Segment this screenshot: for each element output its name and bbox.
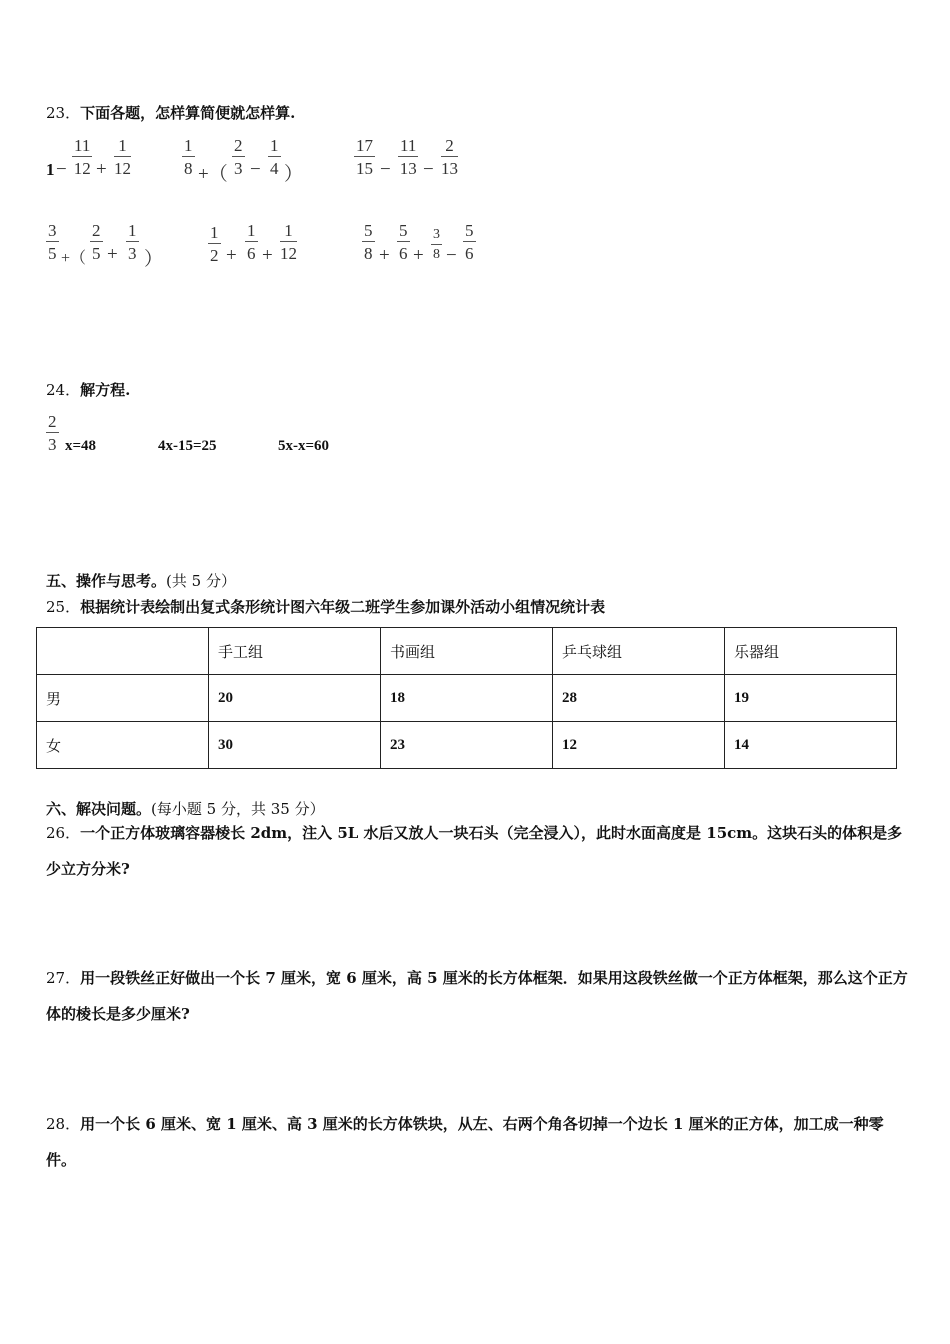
- expr-operator: −: [380, 159, 391, 180]
- section-points: (每小题 5 分，共 35 分）: [151, 800, 325, 818]
- table-cell: 18: [381, 675, 553, 722]
- fraction: $\frac{5}{6}$: [399, 221, 408, 263]
- expr-operator: +: [262, 245, 273, 266]
- section-title: 五、操作与思考。: [46, 572, 167, 590]
- fraction: $\frac{2}{5}$: [92, 221, 101, 263]
- fraction: $\frac{1}{12}$: [280, 221, 297, 263]
- activity-stats-table: [36, 627, 897, 769]
- fraction: $\frac{1}{3}$: [128, 221, 137, 263]
- fraction: $\frac{5}{8}$: [364, 221, 373, 263]
- question-text: 用一个长 6 厘米、宽 1 厘米、高 3 厘米的长方体铁块，从左、右两个角各切掉一个边长 1 厘米的正方体，加工成一种零件。: [46, 1115, 884, 1169]
- table-header-cell: 书画组: [381, 628, 553, 675]
- question-23-heading: [46, 102, 295, 123]
- table-row: [37, 722, 897, 769]
- question-27: [46, 960, 911, 1032]
- table-row-label: 女: [37, 722, 209, 769]
- expr-operator: +: [107, 244, 118, 265]
- expr-operator: +（: [61, 250, 87, 267]
- expr-operator: +（: [198, 164, 228, 185]
- fraction: $\frac{2}{3}$: [234, 136, 243, 178]
- expr-operator: −: [56, 159, 67, 180]
- fraction: $\frac{5}{6}$: [465, 221, 474, 263]
- question-28: [46, 1106, 911, 1178]
- question-text: 一个正方体玻璃容器棱长 2dm，注入 5L 水后又放人一块石头（完全浸入），此时水面高度是 15cm。这块石头的体积是多少立方分米?: [46, 824, 903, 878]
- expr-operator: −: [446, 245, 457, 266]
- expr-operator: +: [226, 245, 237, 266]
- question-text: 根据统计表绘制出复式条形统计图六年级二班学生参加课外活动小组情况统计表: [80, 598, 606, 616]
- question-25-heading: [46, 596, 605, 617]
- table-header-cell: 乒乓球组: [553, 628, 725, 675]
- equation-2: 4x-15=25: [158, 438, 217, 454]
- fraction: $\frac{1}{8}$: [184, 136, 193, 178]
- question-title: 下面各题，怎样算简便就怎样算.: [80, 104, 296, 122]
- table-header-row: [37, 628, 897, 675]
- fraction: $\frac{3}{5}$: [48, 221, 57, 263]
- question-number: 25．: [46, 598, 81, 616]
- fraction: $\frac{1}{2}$: [210, 223, 219, 265]
- section-title: 六、解决问题。: [46, 800, 152, 818]
- question-number: 27．: [46, 969, 81, 987]
- expr-operator: −: [423, 159, 434, 180]
- fraction: $\frac{3}{8}$: [433, 227, 440, 262]
- expr-lead: 1: [46, 160, 55, 179]
- expr-operator: ）: [144, 249, 164, 270]
- fraction: $\frac{11}{12}$: [73, 136, 91, 178]
- question-number: 28．: [46, 1115, 81, 1133]
- fraction: $\frac{11}{13}$: [399, 136, 417, 178]
- table-row-label: 男: [37, 675, 209, 722]
- section-5-heading: [46, 570, 236, 591]
- expr-operator: +: [379, 245, 390, 266]
- question-number: 24．: [46, 381, 81, 399]
- fraction: $\frac{1}{4}$: [270, 136, 279, 178]
- equation-1: x=48: [65, 438, 97, 454]
- expr-operator: +: [413, 245, 424, 266]
- table-cell: 20: [209, 675, 381, 722]
- table-cell: 19: [725, 675, 897, 722]
- question-text: 用一段铁丝正好做出一个长 7 厘米，宽 6 厘米，高 5 厘米的长方体框架．如果用这段铁丝做一个正方体框架，那么这个正方体的棱长是多少厘米?: [46, 969, 908, 1023]
- expr-operator: +: [96, 159, 107, 180]
- table-cell: 12: [553, 722, 725, 769]
- fraction: $\frac{1}{12}$: [114, 136, 131, 178]
- fraction: $\frac{1}{6}$: [247, 221, 256, 263]
- fraction: $\frac{17}{15}$: [356, 136, 373, 178]
- fraction: $\frac{2}{13}$: [441, 136, 458, 178]
- question-number: 23．: [46, 104, 81, 122]
- question-24-heading: [46, 379, 130, 400]
- equation-3: 5x-x=60: [278, 438, 330, 454]
- question-26: [46, 815, 911, 887]
- table-cell: 28: [553, 675, 725, 722]
- expr-operator: ）: [284, 164, 304, 185]
- fraction: $\frac{2}{3}$: [48, 412, 57, 454]
- question-title: 解方程.: [80, 381, 131, 399]
- section-points: (共 5 分）: [166, 572, 236, 590]
- table-row: [37, 675, 897, 722]
- table-header-cell: 手工组: [209, 628, 381, 675]
- table-header-cell: 乐器组: [725, 628, 897, 675]
- question-number: 26．: [46, 824, 81, 842]
- table-cell: 30: [209, 722, 381, 769]
- table-cell: 23: [381, 722, 553, 769]
- expr-operator: −: [250, 159, 261, 180]
- table-header-cell: [37, 628, 209, 675]
- table-cell: 14: [725, 722, 897, 769]
